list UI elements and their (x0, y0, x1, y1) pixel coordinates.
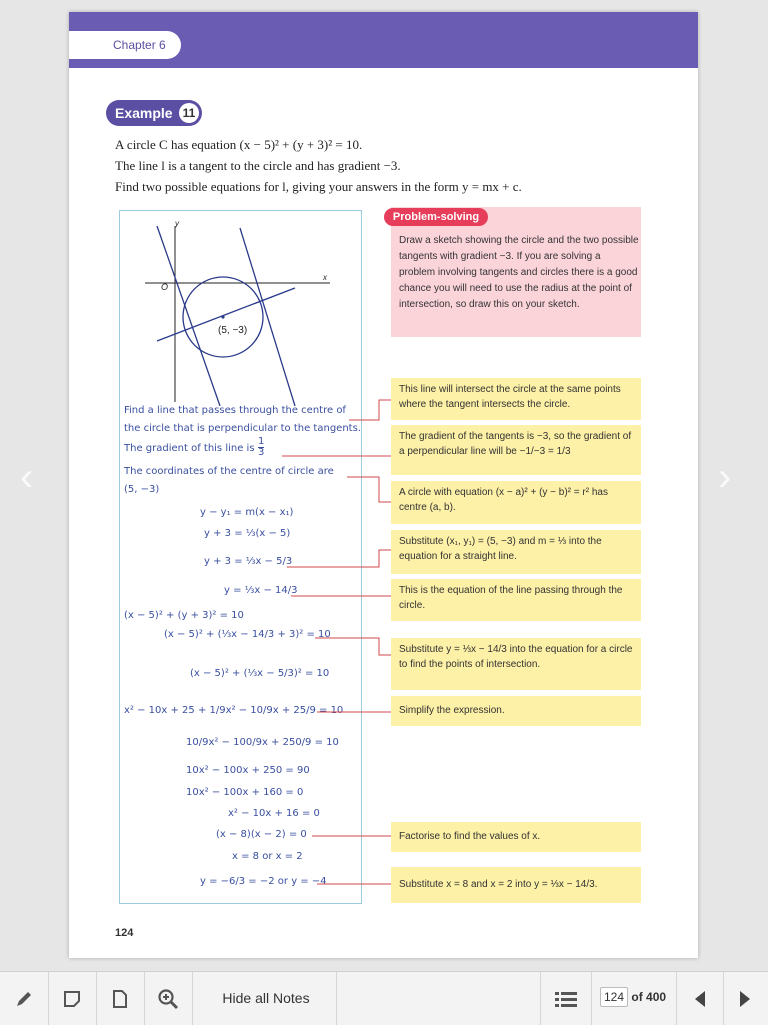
equation-6: (x − 5)² + (⅓x − 14/3 + 3)² = 10 (164, 629, 331, 640)
intro-line-3: Find two possible equations for l, giving your answers in the form y = mx + c. (115, 179, 522, 194)
connector-1 (349, 400, 391, 420)
document-icon (110, 989, 130, 1009)
next-page-arrow-icon[interactable]: › (718, 455, 732, 499)
hide-all-notes-button[interactable]: Hide all Notes (196, 972, 337, 1025)
equation-2: y + 3 = ⅓(x − 5) (204, 528, 291, 539)
equation-10: 10x² − 100x + 250 = 90 (186, 765, 310, 776)
note-9: Substitute x = 8 and x = 2 into y = ⅓x − 14/3. (391, 867, 641, 903)
note-8: Factorise to find the values of x. (391, 822, 641, 852)
origin-label: O (161, 282, 169, 292)
connector-3 (347, 477, 391, 502)
sticky-note-icon (62, 989, 82, 1009)
current-page-input[interactable]: 124 (600, 987, 628, 1007)
equation-4: y = ⅓x − 14/3 (224, 585, 298, 596)
connector-6 (315, 638, 391, 655)
page-indicator (600, 987, 666, 1007)
problem-solving-tag: Problem-solving (384, 208, 488, 226)
note-3: A circle with equation (x − a)² + (y − b)² = r² has centre (a, b). (391, 481, 641, 524)
note-2: The gradient of the tangents is −3, so the gradient of a perpendicular line will be −1/−3 = 1/3 (391, 425, 641, 475)
prev-page-button[interactable] (676, 972, 724, 1025)
centre-label: (5, −3) (218, 325, 248, 336)
note-7: Simplify the expression. (391, 696, 641, 726)
pencil-icon (14, 989, 34, 1009)
example-label: Example (115, 105, 173, 121)
equation-8: x² − 10x + 25 + 1/9x² − 10/9x + 25/9 = 10 (124, 705, 344, 716)
equation-13: (x − 8)(x − 2) = 0 (216, 829, 307, 840)
contents-list-button[interactable] (540, 972, 592, 1025)
fraction-one-third: 1 3 (258, 436, 265, 458)
equation-1: y − y₁ = m(x − x₁) (200, 507, 294, 518)
x-axis-label: x (323, 273, 327, 282)
explanation-line-2: the circle that is perpendicular to the tangents. (124, 423, 361, 434)
problem-solving-text: Draw a sketch showing the circle and the two possible tangents with gradient −3. If you are solving a problem involving tangents and circles there is a good chance you will need to use the radius at the point of intersection, so draw this on your sketch. (399, 235, 639, 310)
note-6: Substitute y = ⅓x − 14/3 into the equation for a circle to find the points of intersection. (391, 638, 641, 690)
intro-line-2: The line l is a tangent to the circle and has gradient −3. (115, 158, 401, 173)
equation-15: y = −6/3 = −2 or y = −4 (200, 876, 327, 887)
zoom-in-icon (157, 988, 179, 1010)
explanation-line-3: The gradient of this line is (124, 443, 255, 454)
equation-11: 10x² − 100x + 160 = 0 (186, 787, 304, 798)
zoom-in-button[interactable] (144, 972, 193, 1025)
y-axis-label: y (175, 219, 179, 228)
equation-5: (x − 5)² + (y + 3)² = 10 (124, 610, 244, 621)
prev-icon (693, 990, 707, 1008)
explanation-line-1: Find a line that passes through the centre of (124, 405, 346, 416)
note-4: Substitute (x₁, y₁) = (5, −3) and m = ⅓ into the equation for a straight line. (391, 530, 641, 574)
example-number: 11 (179, 103, 199, 123)
explanation-line-4: The coordinates of the centre of circle are (124, 466, 334, 477)
sticky-note-button[interactable] (48, 972, 97, 1025)
equation-7: (x − 5)² + (⅓x − 5/3)² = 10 (190, 668, 330, 679)
equation-12: x² − 10x + 16 = 0 (228, 808, 320, 819)
note-5: This is the equation of the line passing through the circle. (391, 579, 641, 621)
chapter-label: Chapter 6 (69, 31, 181, 59)
equation-9: 10/9x² − 100/9x + 250/9 = 10 (186, 737, 339, 748)
pencil-button[interactable] (0, 972, 49, 1025)
total-pages: of 400 (631, 990, 667, 1004)
page-number: 124 (115, 927, 134, 939)
intro-line-1: A circle C has equation (x − 5)² + (y + 3)² = 10. (115, 137, 363, 152)
equation-14: x = 8 or x = 2 (232, 851, 303, 862)
previous-page-arrow-icon[interactable]: ‹ (20, 455, 34, 499)
explanation-line-5: (5, −3) (124, 484, 160, 495)
textbook-page (69, 12, 698, 958)
list-icon (555, 990, 577, 1008)
equation-3: y + 3 = ⅓x − 5/3 (204, 556, 293, 567)
next-page-button[interactable] (722, 972, 768, 1025)
note-1: This line will intersect the circle at the same points where the tangent intersects the circle. (391, 378, 641, 420)
connector-4 (287, 550, 391, 567)
next-icon (738, 990, 752, 1008)
bottom-toolbar (0, 971, 768, 1025)
document-button[interactable] (96, 972, 145, 1025)
